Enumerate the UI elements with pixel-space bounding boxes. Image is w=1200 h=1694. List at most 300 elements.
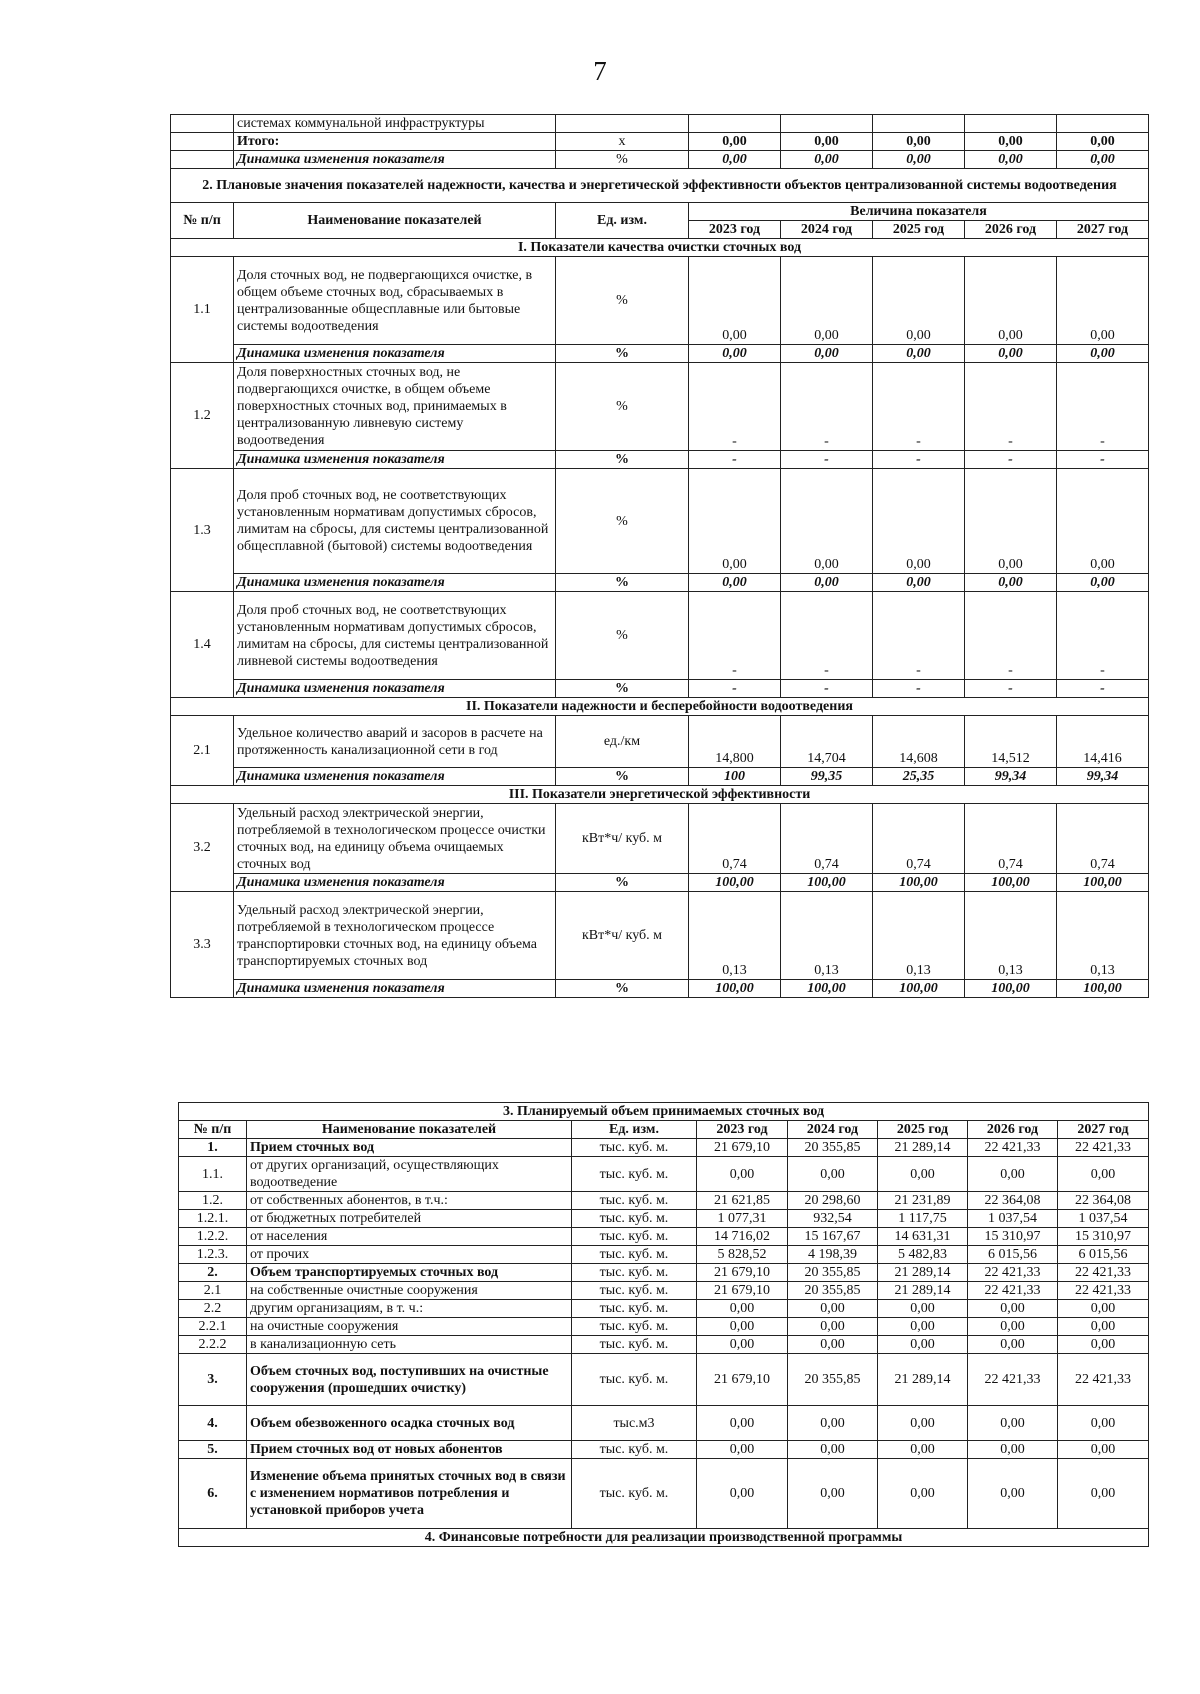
row-value: 21 289,14	[878, 1354, 968, 1406]
indicator-unit: %	[556, 592, 689, 680]
indicator-value: -	[689, 592, 781, 680]
indicator-row	[171, 363, 1149, 451]
dynamics-value: 100,00	[873, 874, 965, 892]
dynamics-value: 100,00	[873, 980, 965, 998]
indicator-value: -	[1057, 363, 1149, 451]
dynamics-unit: %	[556, 345, 689, 363]
indicator-num: 1.3	[171, 469, 234, 592]
indicator-name: Удельное количество аварий и засоров в расчете на протяженность канализационной сети в год	[234, 716, 556, 768]
volume-row	[179, 1300, 1149, 1318]
row-value: 0,00	[788, 1318, 878, 1336]
dynamics-value: -	[873, 451, 965, 469]
header-year: 2027 год	[1057, 221, 1149, 239]
row-unit: тыс. куб. м.	[572, 1441, 697, 1459]
dynamics-unit: %	[556, 574, 689, 592]
row-value: 22 421,33	[1058, 1264, 1149, 1282]
group-title-row	[171, 698, 1149, 716]
value-cell: 0,00	[781, 151, 873, 169]
volume-row	[179, 1139, 1149, 1157]
dynamics-label: Динамика изменения показателя	[234, 574, 556, 592]
header-row	[179, 1121, 1149, 1139]
dynamics-value: 0,00	[1057, 345, 1149, 363]
indicator-value: -	[965, 363, 1057, 451]
value-cell	[1057, 115, 1149, 133]
section-title-row	[171, 169, 1149, 203]
row-value: 21 621,85	[697, 1192, 788, 1210]
value-cell: 0,00	[1057, 151, 1149, 169]
row-num: 4.	[179, 1406, 247, 1441]
indicator-row	[171, 469, 1149, 574]
indicator-value: 0,74	[965, 804, 1057, 874]
dynamics-value: 100,00	[781, 980, 873, 998]
volume-row	[179, 1264, 1149, 1282]
row-value: 0,00	[878, 1441, 968, 1459]
indicator-num: 1.2	[171, 363, 234, 469]
row-value: 0,00	[697, 1157, 788, 1192]
row-value: 0,00	[697, 1441, 788, 1459]
value-cell: 0,00	[781, 133, 873, 151]
header-year: 2025 год	[873, 221, 965, 239]
table-row	[171, 151, 1149, 169]
indicator-value: 0,74	[1057, 804, 1149, 874]
volume-row	[179, 1192, 1149, 1210]
row-value: 0,00	[697, 1459, 788, 1529]
row-value: 0,00	[968, 1459, 1058, 1529]
num-cell	[171, 115, 234, 133]
value-cell: 0,00	[873, 151, 965, 169]
indicator-value: 0,13	[1057, 892, 1149, 980]
dynamics-row	[171, 980, 1149, 998]
dynamics-value: 100,00	[1057, 980, 1149, 998]
row-value: 1 037,54	[1058, 1210, 1149, 1228]
indicator-name: Динамика изменения показателя	[234, 151, 556, 169]
value-cell	[781, 115, 873, 133]
indicator-name: Итого:	[234, 133, 556, 151]
row-unit: тыс. куб. м.	[572, 1459, 697, 1529]
indicator-value: 0,13	[781, 892, 873, 980]
dynamics-value: 0,00	[1057, 574, 1149, 592]
row-value: 0,00	[968, 1336, 1058, 1354]
row-value: 0,00	[697, 1300, 788, 1318]
row-value: 0,00	[788, 1336, 878, 1354]
row-value: 20 298,60	[788, 1192, 878, 1210]
indicators-table	[170, 114, 1149, 998]
indicator-value: 0,00	[689, 469, 781, 574]
dynamics-unit: %	[556, 680, 689, 698]
indicator-unit: кВт*ч/ куб. м	[556, 804, 689, 874]
indicator-value: 0,00	[873, 257, 965, 345]
row-value: 22 364,08	[968, 1192, 1058, 1210]
row-value: 22 421,33	[968, 1282, 1058, 1300]
row-name: от прочих	[247, 1246, 572, 1264]
dynamics-value: 100,00	[781, 874, 873, 892]
row-value: 0,00	[968, 1157, 1058, 1192]
row-unit: тыс. куб. м.	[572, 1264, 697, 1282]
dynamics-value: 100	[689, 768, 781, 786]
row-num: 1.2.1.	[179, 1210, 247, 1228]
value-cell: 0,00	[873, 133, 965, 151]
dynamics-label: Динамика изменения показателя	[234, 874, 556, 892]
row-value: 15 310,97	[1058, 1228, 1149, 1246]
dynamics-value: -	[965, 680, 1057, 698]
row-value: 0,00	[878, 1318, 968, 1336]
row-value: 0,00	[1058, 1336, 1149, 1354]
row-value: 14 631,31	[878, 1228, 968, 1246]
row-value: 0,00	[1058, 1300, 1149, 1318]
volume-row	[179, 1318, 1149, 1336]
unit-cell	[556, 115, 689, 133]
indicator-name: Доля проб сточных вод, не соответствующих установленным нормативам допустимых сбросов, лимитам на сбросы, для системы централизованной ливневой системы водоотведения	[234, 592, 556, 680]
indicator-name: Доля сточных вод, не подвергающихся очистке, в общем объеме сточных вод, сбрасываемых в централизованные общесплавные или бытовые системы водоотведения	[234, 257, 556, 345]
volume-row	[179, 1228, 1149, 1246]
dynamics-value: 0,00	[689, 574, 781, 592]
dynamics-value: 100,00	[689, 874, 781, 892]
row-name: Объем транспортируемых сточных вод	[247, 1264, 572, 1282]
row-value: 6 015,56	[1058, 1246, 1149, 1264]
unit-cell: х	[556, 133, 689, 151]
indicator-num: 2.1	[171, 716, 234, 786]
row-unit: тыс. куб. м.	[572, 1228, 697, 1246]
header-unit: Ед. изм.	[572, 1121, 697, 1139]
header-year: 2027 год	[1058, 1121, 1149, 1139]
indicator-value: 0,00	[873, 469, 965, 574]
dynamics-value: 100,00	[965, 874, 1057, 892]
row-value: 5 482,83	[878, 1246, 968, 1264]
header-num: № п/п	[171, 203, 234, 239]
indicator-unit: %	[556, 257, 689, 345]
value-cell: 0,00	[689, 133, 781, 151]
row-value: 5 828,52	[697, 1246, 788, 1264]
row-unit: тыс. куб. м.	[572, 1336, 697, 1354]
indicator-name: Удельный расход электрической энергии, потребляемой в технологическом процессе транспортировки сточных вод, на единицу объема транспортируемых сточных вод	[234, 892, 556, 980]
dynamics-label: Динамика изменения показателя	[234, 451, 556, 469]
page-number: 7	[593, 56, 607, 86]
row-unit: тыс. куб. м.	[572, 1139, 697, 1157]
row-value: 0,00	[878, 1336, 968, 1354]
dynamics-row	[171, 768, 1149, 786]
row-value: 1 117,75	[878, 1210, 968, 1228]
row-unit: тыс. куб. м.	[572, 1300, 697, 1318]
indicator-row	[171, 257, 1149, 345]
indicator-value: 0,00	[781, 257, 873, 345]
header-num: № п/п	[179, 1121, 247, 1139]
row-num: 2.2	[179, 1300, 247, 1318]
row-value: 0,00	[697, 1318, 788, 1336]
indicator-num: 1.4	[171, 592, 234, 698]
indicator-value: 0,00	[781, 469, 873, 574]
num-cell	[171, 151, 234, 169]
row-name: Прием сточных вод от новых абонентов	[247, 1441, 572, 1459]
row-num: 1.	[179, 1139, 247, 1157]
dynamics-value: 0,00	[965, 574, 1057, 592]
indicator-value: 0,00	[965, 469, 1057, 574]
dynamics-row	[171, 574, 1149, 592]
dynamics-value: 25,35	[873, 768, 965, 786]
value-cell: 0,00	[965, 151, 1057, 169]
volume-row	[179, 1354, 1149, 1406]
row-name: от собственных абонентов, в т.ч.:	[247, 1192, 572, 1210]
row-value: 0,00	[968, 1300, 1058, 1318]
row-value: 0,00	[878, 1459, 968, 1529]
row-num: 2.2.2	[179, 1336, 247, 1354]
indicator-value: 0,00	[1057, 469, 1149, 574]
row-num: 2.2.1	[179, 1318, 247, 1336]
row-unit: тыс. куб. м.	[572, 1246, 697, 1264]
indicator-value: 0,13	[873, 892, 965, 980]
row-value: 21 679,10	[697, 1139, 788, 1157]
header-year: 2026 год	[968, 1121, 1058, 1139]
header-year: 2026 год	[965, 221, 1057, 239]
section-3-title: 3. Планируемый объем принимаемых сточных вод	[179, 1103, 1149, 1121]
wastewater-volume-table	[178, 1102, 1149, 1547]
indicator-value: -	[873, 363, 965, 451]
indicator-name: Доля проб сточных вод, не соответствующих установленным нормативам допустимых сбросов, лимитам на сбросы, для системы централизованной общесплавной (бытовой) системы водоотведения	[234, 469, 556, 574]
header-year: 2023 год	[697, 1121, 788, 1139]
row-num: 1.2.3.	[179, 1246, 247, 1264]
row-value: 0,00	[697, 1406, 788, 1441]
row-value: 932,54	[788, 1210, 878, 1228]
row-value: 21 231,89	[878, 1192, 968, 1210]
dynamics-value: 0,00	[689, 345, 781, 363]
row-value: 21 679,10	[697, 1282, 788, 1300]
indicator-value: 14,800	[689, 716, 781, 768]
value-cell	[689, 115, 781, 133]
table-row	[171, 115, 1149, 133]
row-value: 0,00	[788, 1441, 878, 1459]
group-title: I. Показатели качества очистки сточных вод	[171, 239, 1149, 257]
row-value: 0,00	[1058, 1406, 1149, 1441]
indicator-row	[171, 716, 1149, 768]
dynamics-row	[171, 680, 1149, 698]
indicator-name: Доля поверхностных сточных вод, не подвергающихся очистке, в общем объеме поверхностных сточных вод, принимаемых в централизованную ливневую систему водоотведения	[234, 363, 556, 451]
dynamics-value: -	[965, 451, 1057, 469]
row-value: 0,00	[788, 1300, 878, 1318]
row-value: 21 289,14	[878, 1282, 968, 1300]
dynamics-value: -	[689, 680, 781, 698]
row-value: 22 421,33	[968, 1139, 1058, 1157]
dynamics-value: 0,00	[781, 574, 873, 592]
row-num: 3.	[179, 1354, 247, 1406]
dynamics-value: 99,35	[781, 768, 873, 786]
dynamics-value: 0,00	[873, 345, 965, 363]
indicator-value: 0,13	[689, 892, 781, 980]
value-cell: 0,00	[689, 151, 781, 169]
header-row	[171, 203, 1149, 221]
dynamics-value: -	[1057, 680, 1149, 698]
row-value: 1 037,54	[968, 1210, 1058, 1228]
row-unit: тыс. куб. м.	[572, 1192, 697, 1210]
row-value: 22 421,33	[1058, 1139, 1149, 1157]
row-num: 2.	[179, 1264, 247, 1282]
indicator-num: 3.3	[171, 892, 234, 998]
indicator-value: -	[873, 592, 965, 680]
dynamics-value: -	[781, 680, 873, 698]
row-unit: тыс.м3	[572, 1406, 697, 1441]
row-value: 4 198,39	[788, 1246, 878, 1264]
row-value: 21 289,14	[878, 1264, 968, 1282]
indicator-name: системах коммунальной инфраструктуры	[234, 115, 556, 133]
indicator-value: 14,704	[781, 716, 873, 768]
dynamics-row	[171, 451, 1149, 469]
volume-row	[179, 1441, 1149, 1459]
indicator-name: Удельный расход электрической энергии, потребляемой в технологическом процессе очистки сточных вод, на единицу объема очищаемых сточных вод	[234, 804, 556, 874]
dynamics-label: Динамика изменения показателя	[234, 768, 556, 786]
header-year: 2023 год	[689, 221, 781, 239]
dynamics-value: 100,00	[965, 980, 1057, 998]
row-unit: тыс. куб. м.	[572, 1318, 697, 1336]
dynamics-row	[171, 874, 1149, 892]
volume-row	[179, 1459, 1149, 1529]
dynamics-value: 0,00	[873, 574, 965, 592]
indicator-num: 3.2	[171, 804, 234, 892]
row-value: 0,00	[1058, 1318, 1149, 1336]
row-name: от бюджетных потребителей	[247, 1210, 572, 1228]
indicator-row	[171, 892, 1149, 980]
dynamics-value: -	[873, 680, 965, 698]
row-num: 6.	[179, 1459, 247, 1529]
dynamics-value: 100,00	[689, 980, 781, 998]
row-unit: тыс. куб. м.	[572, 1354, 697, 1406]
indicator-unit: %	[556, 363, 689, 451]
value-cell	[965, 115, 1057, 133]
dynamics-value: -	[781, 451, 873, 469]
section-title-row	[179, 1529, 1149, 1547]
indicator-value: 0,00	[1057, 257, 1149, 345]
row-num: 1.1.	[179, 1157, 247, 1192]
dynamics-unit: %	[556, 874, 689, 892]
row-value: 20 355,85	[788, 1282, 878, 1300]
row-value: 22 364,08	[1058, 1192, 1149, 1210]
row-value: 0,00	[968, 1318, 1058, 1336]
dynamics-value: -	[689, 451, 781, 469]
dynamics-value: 0,00	[965, 345, 1057, 363]
row-value: 15 167,67	[788, 1228, 878, 1246]
row-name: Изменение объема принятых сточных вод в связи с изменением нормативов потребления и установкой приборов учета	[247, 1459, 572, 1529]
indicator-value: 0,74	[873, 804, 965, 874]
dynamics-label: Динамика изменения показателя	[234, 345, 556, 363]
row-num: 5.	[179, 1441, 247, 1459]
indicator-value: 14,608	[873, 716, 965, 768]
row-num: 1.2.	[179, 1192, 247, 1210]
row-value: 0,00	[878, 1406, 968, 1441]
row-name: другим организациям, в т. ч.:	[247, 1300, 572, 1318]
row-value: 20 355,85	[788, 1354, 878, 1406]
row-value: 0,00	[788, 1406, 878, 1441]
dynamics-value: 0,00	[781, 345, 873, 363]
row-name: на очистные сооружения	[247, 1318, 572, 1336]
row-value: 0,00	[968, 1406, 1058, 1441]
indicator-num: 1.1	[171, 257, 234, 363]
header-year: 2024 год	[788, 1121, 878, 1139]
indicator-value: -	[781, 363, 873, 451]
row-unit: тыс. куб. м.	[572, 1157, 697, 1192]
dynamics-value: 99,34	[1057, 768, 1149, 786]
dynamics-row	[171, 345, 1149, 363]
row-num: 1.2.2.	[179, 1228, 247, 1246]
row-name: от других организаций, осуществляющих водоотведение	[247, 1157, 572, 1192]
section-4-title: 4. Финансовые потребности для реализации производственной программы	[179, 1529, 1149, 1547]
dynamics-unit: %	[556, 980, 689, 998]
group-title: III. Показатели энергетической эффективности	[171, 786, 1149, 804]
header-year: 2025 год	[878, 1121, 968, 1139]
row-value: 0,00	[697, 1336, 788, 1354]
dynamics-value: -	[1057, 451, 1149, 469]
section-title-row	[179, 1103, 1149, 1121]
indicator-unit: %	[556, 469, 689, 574]
indicator-value: -	[965, 592, 1057, 680]
indicator-value: -	[781, 592, 873, 680]
header-name: Наименование показателей	[247, 1121, 572, 1139]
indicator-value: -	[1057, 592, 1149, 680]
indicator-value: 14,416	[1057, 716, 1149, 768]
dynamics-unit: %	[556, 768, 689, 786]
unit-cell: %	[556, 151, 689, 169]
header-value-group: Величина показателя	[689, 203, 1149, 221]
row-value: 0,00	[968, 1441, 1058, 1459]
section-2-title: 2. Плановые значения показателей надежности, качества и энергетической эффективности объектов централизованной системы водоотведения	[171, 169, 1149, 203]
volume-row	[179, 1406, 1149, 1441]
group-title: II. Показатели надежности и бесперебойности водоотведения	[171, 698, 1149, 716]
value-cell	[873, 115, 965, 133]
value-cell: 0,00	[965, 133, 1057, 151]
indicator-value: 0,00	[965, 257, 1057, 345]
indicator-unit: ед./км	[556, 716, 689, 768]
row-value: 21 679,10	[697, 1354, 788, 1406]
row-value: 0,00	[1058, 1157, 1149, 1192]
row-value: 1 077,31	[697, 1210, 788, 1228]
row-value: 0,00	[878, 1300, 968, 1318]
indicator-value: 14,512	[965, 716, 1057, 768]
indicator-value: 0,13	[965, 892, 1057, 980]
header-name: Наименование показателей	[234, 203, 556, 239]
row-value: 0,00	[788, 1459, 878, 1529]
volume-row	[179, 1336, 1149, 1354]
value-cell: 0,00	[1057, 133, 1149, 151]
group-title-row	[171, 786, 1149, 804]
row-name: Прием сточных вод	[247, 1139, 572, 1157]
row-value: 0,00	[1058, 1459, 1149, 1529]
group-title-row	[171, 239, 1149, 257]
indicator-value: -	[689, 363, 781, 451]
row-name: Объем обезвоженного осадка сточных вод	[247, 1406, 572, 1441]
indicator-value: 0,74	[781, 804, 873, 874]
row-value: 21 289,14	[878, 1139, 968, 1157]
row-value: 22 421,33	[968, 1354, 1058, 1406]
row-name: в канализационную сеть	[247, 1336, 572, 1354]
dynamics-label: Динамика изменения показателя	[234, 980, 556, 998]
indicator-value: 0,74	[689, 804, 781, 874]
row-num: 2.1	[179, 1282, 247, 1300]
row-value: 22 421,33	[1058, 1282, 1149, 1300]
dynamics-value: 100,00	[1057, 874, 1149, 892]
indicator-row	[171, 592, 1149, 680]
dynamics-value: 99,34	[965, 768, 1057, 786]
row-value: 0,00	[878, 1157, 968, 1192]
row-value: 20 355,85	[788, 1264, 878, 1282]
row-value: 22 421,33	[1058, 1354, 1149, 1406]
row-unit: тыс. куб. м.	[572, 1210, 697, 1228]
row-name: Объем сточных вод, поступивших на очистные сооружения (прошедших очистку)	[247, 1354, 572, 1406]
row-value: 0,00	[788, 1157, 878, 1192]
volume-row	[179, 1246, 1149, 1264]
volume-row	[179, 1157, 1149, 1192]
row-value: 21 679,10	[697, 1264, 788, 1282]
indicator-row	[171, 804, 1149, 874]
header-unit: Ед. изм.	[556, 203, 689, 239]
row-value: 14 716,02	[697, 1228, 788, 1246]
row-unit: тыс. куб. м.	[572, 1282, 697, 1300]
row-value: 15 310,97	[968, 1228, 1058, 1246]
